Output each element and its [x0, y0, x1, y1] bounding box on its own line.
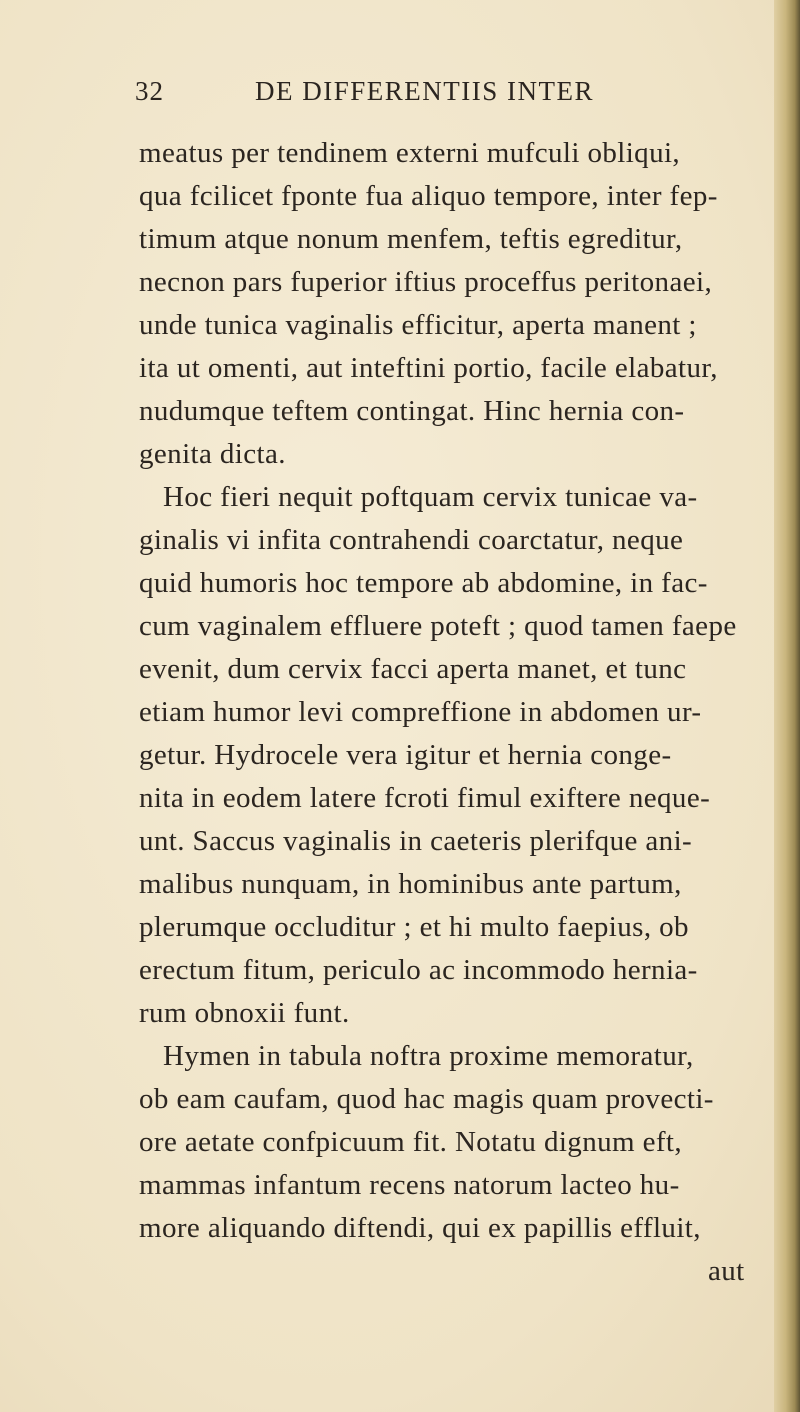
- text-line: cum vaginalem effluere poteft ; quod tamen faepe: [139, 610, 737, 642]
- text-line: necnon pars fuperior iftius proceffus peritonaei,: [139, 266, 713, 298]
- page-edge-shadow: [774, 0, 800, 1412]
- text-line: mammas infantum recens natorum lacteo hu-: [139, 1169, 680, 1201]
- text-line: erectum fitum, periculo ac incommodo hernia-: [139, 954, 698, 986]
- page-header: [135, 76, 695, 116]
- running-title: DE DIFFERENTIIS INTER: [255, 76, 594, 106]
- text-line: Hymen in tabula noftra proxime memoratur,: [163, 1040, 694, 1072]
- text-line: genita dicta.: [139, 438, 286, 470]
- text-line: unde tunica vaginalis efficitur, aperta manent ;: [139, 309, 697, 341]
- text-line: getur. Hydrocele vera igitur et hernia conge-: [139, 739, 672, 771]
- text-line: more aliquando diftendi, qui ex papillis effluit,: [139, 1212, 701, 1244]
- text-line: Hoc fieri nequit poftquam cervix tunicae va-: [163, 481, 698, 513]
- text-line: ita ut omenti, aut inteftini portio, facile elabatur,: [139, 352, 718, 384]
- text-line: ob eam caufam, quod hac magis quam provecti-: [139, 1083, 714, 1115]
- text-line: rum obnoxii funt.: [139, 997, 350, 1029]
- text-line: evenit, dum cervix facci aperta manet, et tunc: [139, 653, 687, 685]
- text-line: malibus nunquam, in hominibus ante partum,: [139, 868, 682, 900]
- text-line: qua fcilicet fponte fua aliquo tempore, inter fep-: [139, 180, 718, 212]
- text-line: ginalis vi infita contrahendi coarctatur, neque: [139, 524, 684, 556]
- text-line: meatus per tendinem externi mufculi obliqui,: [139, 137, 681, 169]
- text-line: nita in eodem latere fcroti fimul exiftere neque-: [139, 782, 711, 814]
- page-number: 32: [135, 76, 164, 106]
- text-line: timum atque nonum menfem, teftis egreditur,: [139, 223, 683, 255]
- catchword: aut: [708, 1255, 745, 1287]
- text-line: etiam humor levi compreffione in abdomen ur-: [139, 696, 702, 728]
- text-line: unt. Saccus vaginalis in caeteris plerifque ani-: [139, 825, 693, 857]
- text-line: plerumque occluditur ; et hi multo faepius, ob: [139, 911, 689, 943]
- text-line: ore aetate confpicuum fit. Notatu dignum eft,: [139, 1126, 683, 1158]
- text-line: nudumque teftem contingat. Hinc hernia con-: [139, 395, 685, 427]
- text-line: quid humoris hoc tempore ab abdomine, in fac-: [139, 567, 708, 599]
